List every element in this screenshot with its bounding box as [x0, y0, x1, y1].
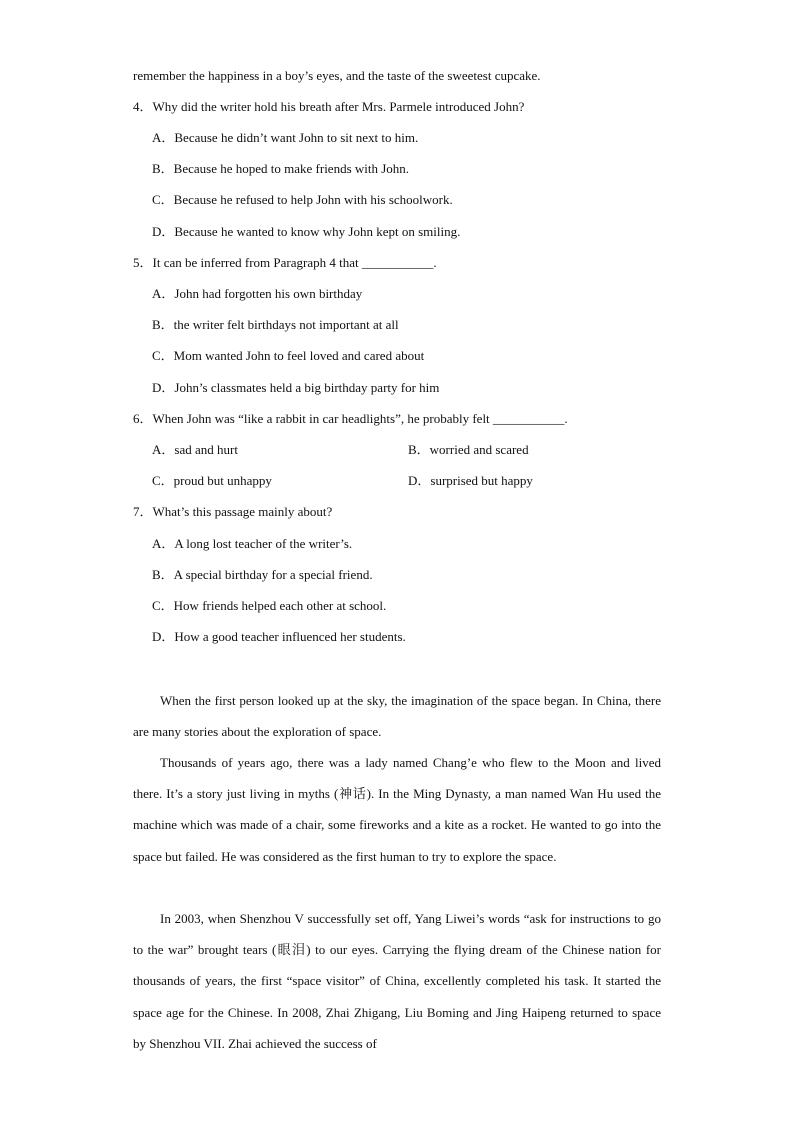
question-7-option-a: A．A long lost teacher of the writer’s.: [152, 536, 353, 551]
question-4-option-a: A．Because he didn’t want John to sit next to him.: [152, 130, 419, 145]
question-5-option-b: B．the writer felt birthdays not important at all: [152, 317, 399, 332]
question-7-stem: 7．What’s this passage mainly about?: [133, 504, 333, 519]
question-6-option-d: D．surprised but happy: [408, 473, 533, 488]
question-7-option-c: C．How friends helped each other at school.: [152, 598, 387, 613]
question-4-stem: 4．Why did the writer hold his breath after Mrs. Parmele introduced John?: [133, 99, 525, 114]
question-4-option-c: C．Because he refused to help John with his schoolwork.: [152, 192, 453, 207]
question-6-option-a: A．sad and hurt: [152, 442, 238, 457]
question-5-option-c: C．Mom wanted John to feel loved and cared about: [152, 348, 425, 363]
question-4-option-d: D．Because he wanted to know why John kept on smiling.: [152, 224, 461, 239]
passage-paragraph-1: When the first person looked up at the sky, the imagination of the space began. In China, there are many stories about the exploration of space.: [133, 693, 661, 740]
question-4-option-b: B．Because he hoped to make friends with John.: [152, 161, 410, 176]
passage-paragraph-3: In 2003, when Shenzhou V successfully set off, Yang Liwei’s words “ask for instructions to go to the war” brought tears (眼泪) to our eyes. Carrying the flying dream of the Chinese nation for thousands of years, the first “space visitor” of China, excellently completed his task. It started the space age for the Chinese. In 2008, Zhai Zhigang, Liu Boming and Jing Haipeng returned to space by Shenzhou VII. Zhai achieved the success of: [133, 911, 661, 1051]
passage-paragraph-2: Thousands of years ago, there was a lady named Chang’e who flew to the Moon and lived there. It’s a story just living in myths (神话). In the Ming Dynasty, a man named Wan Hu used the machine which was made of a chair, some fireworks and a kite as a rocket. He wanted to go into the space but failed. He was considered as the first human to try to explore the space.: [133, 755, 661, 864]
question-5-stem: 5．It can be inferred from Paragraph 4 that ___________.: [133, 255, 437, 270]
question-5-option-d: D．John’s classmates held a big birthday party for him: [152, 380, 440, 395]
question-6-option-b: B．worried and scared: [408, 442, 529, 457]
question-7-option-d: D．How a good teacher influenced her students.: [152, 629, 406, 644]
question-7-option-b: B．A special birthday for a special friend.: [152, 567, 373, 582]
question-5-option-a: A．John had forgotten his own birthday: [152, 286, 363, 301]
question-6-option-c: C．proud but unhappy: [152, 473, 272, 488]
question-6-stem: 6．When John was “like a rabbit in car headlights”, he probably felt ___________.: [133, 411, 568, 426]
intro-line: remember the happiness in a boy’s eyes, and the taste of the sweetest cupcake.: [133, 68, 541, 83]
